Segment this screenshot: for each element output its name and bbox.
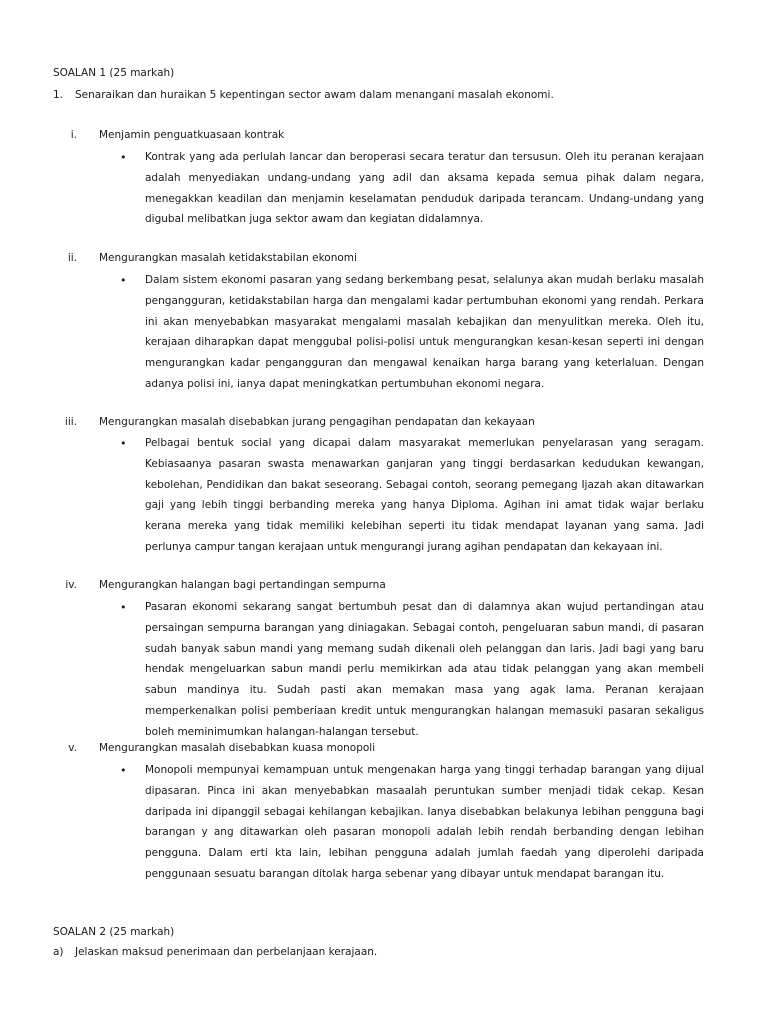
soalan-1-heading: SOALAN 1 (25 markah) [53, 67, 175, 79]
bullet-icon: • [120, 601, 127, 614]
item-body-text: Kontrak yang ada perlulah lancar dan beroperasi secara teratur dan tersusun. Oleh itu peranan kerajaan adalah menyediakan undang-undang yang adil dan aksama kepada semua pihak dalam negara, menegakkan keadilan dan menjamin keselamatan penduduk daripada terancam. Undang-undang yang digubal melibatkan juga sektor awam dan kegiatan didalamnya. [145, 151, 704, 226]
item-title: Mengurangkan masalah disebabkan kuasa monopoli [99, 742, 376, 754]
item-title: Menjamin penguatkuasaan kontrak [99, 129, 285, 141]
soalan-2-heading: SOALAN 2 (25 markah) [53, 926, 175, 938]
item-numeral: ii. [67, 252, 77, 264]
item-title: Mengurangkan masalah ketidakstabilan ekonomi [99, 252, 357, 264]
item-numeral: iv. [65, 579, 77, 591]
item-body-text: Dalam sistem ekonomi pasaran yang sedang berkembang pesat, selalunya akan mudah berlaku masalah pengangguran, ketidakstabilan harga dan mengalami kadar pertumbuhan ekonomi yang rendah. Perkara ini akan menyebabkan masyarakat mengalami masalah kebajikan dan menyulitkan mereka. Oleh itu, kerajaan diharapkan dapat menggubal polisi-polisi untuk mengurangkan kesan-kesan seperti ini dengan mengurangkan kadar pengangguran dan mengawal kenaikan harga barang yang keterlaluan. Dengan adanya polisi ini, ianya dapat meningkatkan pertumbuhan ekonomi negara. [145, 274, 704, 390]
item-body-text: Monopoli mempunyai kemampuan untuk mengenakan harga yang tinggi terhadap barangan yang dijual dipasaran. Pinca ini akan menyebabkan masaalah peruntukan sumber menjadi tidak cekap. Kesan daripada ini dipanggil sebagai kehilangan kebajikan. Ianya disebabkan belakunya lebihan pengguna bagi barangan y ang ditawarkan oleh pasaran monopoli adalah lebih rendah berbanding dengan lebihan pengguna. Dalam erti kta lain, lebihan pengguna adalah jumlah faedah yang diperolehi daripada penggunaan sesuatu barangan ditolak harga sebenar yang dibayar untuk mendapat barangan itu. [145, 764, 704, 880]
bullet-icon: • [120, 274, 127, 287]
item-body [145, 270, 704, 395]
item-title: Mengurangkan masalah disebabkan jurang pengagihan pendapatan dan kekayaan [99, 416, 535, 428]
item-numeral: iii. [64, 416, 77, 428]
question-label: a) [53, 946, 64, 958]
bullet-icon: • [120, 764, 127, 777]
item-body-text: Pelbagai bentuk social yang dicapai dalam masyarakat memerlukan penyelarasan yang seragam. Kebiasaanya pasaran swasta menawarkan ganjaran yang tinggi berdasarkan kedudukan kewangan, kebolehan, Pendidikan dan bakat seseorang. Sebagai contoh, seorang pemegang Ijazah akan ditawarkan gaji yang lebih tinggi berbanding mereka yang hanya Diploma. Agihan ini amat tidak wajar berlaku kerana mereka yang tidak memiliki kelebihan seperti itu tidak mendapat layanan yang sama. Jadi perlunya campur tangan kerajaan untuk mengurangi jurang agihan pendapatan dan kekayaan ini. [145, 437, 704, 553]
bullet-icon: • [120, 151, 127, 164]
item-body [145, 147, 704, 230]
item-body [145, 760, 704, 885]
item-body [145, 433, 704, 558]
question-number: 1. [53, 89, 64, 101]
item-title: Mengurangkan halangan bagi pertandingan sempurna [99, 579, 386, 591]
item-numeral: i. [70, 129, 77, 141]
item-body [145, 597, 704, 743]
item-body-text: Pasaran ekonomi sekarang sangat bertumbuh pesat dan di dalamnya akan wujud pertandingan atau persaingan sempurna barangan yang diniagakan. Sebagai contoh, pengeluaran sabun mandi, di pasaran sudah banyak sabun mandi yang memang sudah dikenali oleh pelanggan dan laris. Jadi bagi yang baru hendak mengeluarkan sabun mandi perlu memikirkan ada atau tidak pelanggan yang akan membeli sabun mandinya itu. Sudah pasti akan memakan masa yang agak lama. Peranan kerajaan memperkenalkan polisi pemberiaan kredit untuk mengurangkan halangan memasuki pasaran sekaligus boleh meminimumkan halangan-halangan tersebut. [145, 601, 704, 738]
question-text: Senaraikan dan huraikan 5 kepentingan sector awam dalam menangani masalah ekonomi. [75, 89, 554, 101]
question-text: Jelaskan maksud penerimaan dan perbelanjaan kerajaan. [75, 946, 378, 958]
item-numeral: v. [68, 742, 77, 754]
bullet-icon: • [120, 437, 127, 450]
